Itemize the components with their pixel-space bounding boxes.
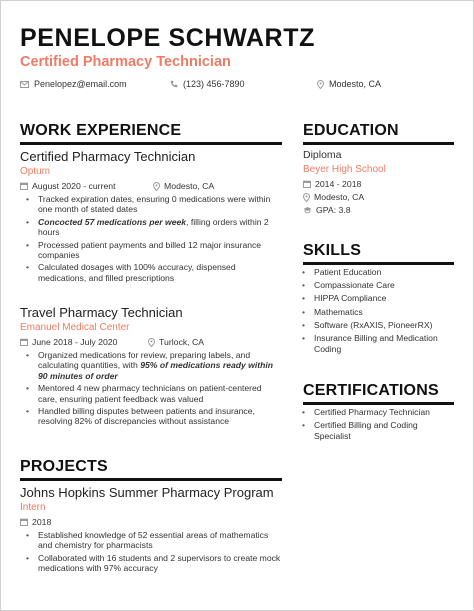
project-title: Johns Hopkins Summer Pharmacy Program [20,485,274,500]
job-dates [20,181,116,191]
job-location-text: Turlock, CA [159,337,205,347]
list-item: • Mentored 4 new pharmacy technicians on patient-centered care, ensuring patient feedback was valued [20,383,282,404]
job-location-text: Modesto, CA [164,181,215,191]
phone-text: (123) 456-7890 [183,79,245,89]
contact-email [20,79,127,89]
location-text: Modesto, CA [329,79,382,89]
job-dates [20,337,118,347]
projects-rule [20,478,282,481]
certifications-rule [303,402,454,405]
job-dates-text: June 2018 - July 2020 [32,337,118,347]
list-item: • Insurance Billing and Medication Coding [296,333,456,355]
work-experience-heading: WORK EXPERIENCE [20,122,182,139]
education-location-text: Modesto, CA [314,192,365,202]
list-item: • Concocted 57 medications per week, filling orders within 2 hours [20,217,282,238]
project-role: Intern [20,502,46,513]
job-location [153,181,214,191]
list-item: • Certified Pharmacy Technician [296,407,456,418]
skills-list [296,267,456,357]
job-bullets [20,194,282,285]
location-pin-icon [303,193,310,202]
education-gpa-text: GPA: 3.8 [316,205,351,215]
list-item: • Handled billing disputes between patients and insurance, resolving 82% of discrepancies without assistance [20,406,282,427]
list-item: • Established knowledge of 52 essential areas of mathematics and chemistry for pharmacists [20,530,282,551]
candidate-name: PENELOPE SCHWARTZ [20,24,315,52]
certifications-list [296,407,456,444]
calendar-icon [20,182,28,190]
job-location [148,337,204,347]
graduation-cap-icon [303,206,312,214]
project-year-text: 2018 [32,517,52,527]
calendar-icon [20,338,28,346]
education-school: Beyer High School [303,164,386,175]
job-title: Certified Pharmacy Technician [20,149,196,164]
education-degree: Diploma [303,149,342,161]
calendar-icon [20,518,28,526]
education-gpa [303,205,351,215]
location-pin-icon [153,182,160,191]
project-bullets [20,530,282,576]
contact-location [317,79,381,89]
list-item: • Patient Education [296,267,456,278]
job-bullets [20,350,282,429]
list-item: • Processed patient payments and billed 12 major insurance companies [20,240,282,261]
certifications-heading: CERTIFICATIONS [303,382,439,399]
calendar-icon [303,180,311,188]
education-location [303,192,364,202]
list-item: • Collaborated with 16 students and 2 supervisors to create mock medications with 97% accuracy [20,553,282,574]
contact-phone [170,79,245,89]
list-item: • Calculated dosages with 100% accuracy, dispensed medications, and filled prescriptions [20,262,282,283]
location-pin-icon [148,338,155,347]
email-text: Penelopez@email.com [34,79,127,89]
candidate-title: Certified Pharmacy Technician [20,54,231,70]
list-item: • Certified Billing and Coding Specialist [296,420,456,442]
skills-rule [303,262,454,265]
education-dates-text: 2014 - 2018 [315,179,362,189]
job-company: Optum [20,166,51,177]
list-item: • Software (RxAXIS, PioneerRX) [296,320,456,331]
list-item: • Tracked expiration dates, ensuring 0 medications were within one month of stated dates [20,194,282,215]
education-dates [303,179,361,189]
location-pin-icon [317,80,324,89]
education-rule [303,142,454,145]
projects-heading: PROJECTS [20,458,108,475]
job-dates-text: August 2020 - current [32,181,116,191]
email-icon [20,81,29,88]
list-item: • HIPPA Compliance [296,293,456,304]
education-heading: EDUCATION [303,122,399,139]
list-item: • Compassionate Care [296,280,456,291]
list-item: • Mathematics [296,307,456,318]
list-item: • Organized medications for review, preparing labels, and calculating quantities, with 95% of medications ready within 90 minutes of order [20,350,282,381]
skills-heading: SKILLS [303,242,362,259]
project-year [20,517,51,527]
phone-icon [170,80,178,88]
job-company: Emanuel Medical Center [20,322,130,333]
job-title: Travel Pharmacy Technician [20,305,183,320]
work-experience-rule [20,142,282,145]
